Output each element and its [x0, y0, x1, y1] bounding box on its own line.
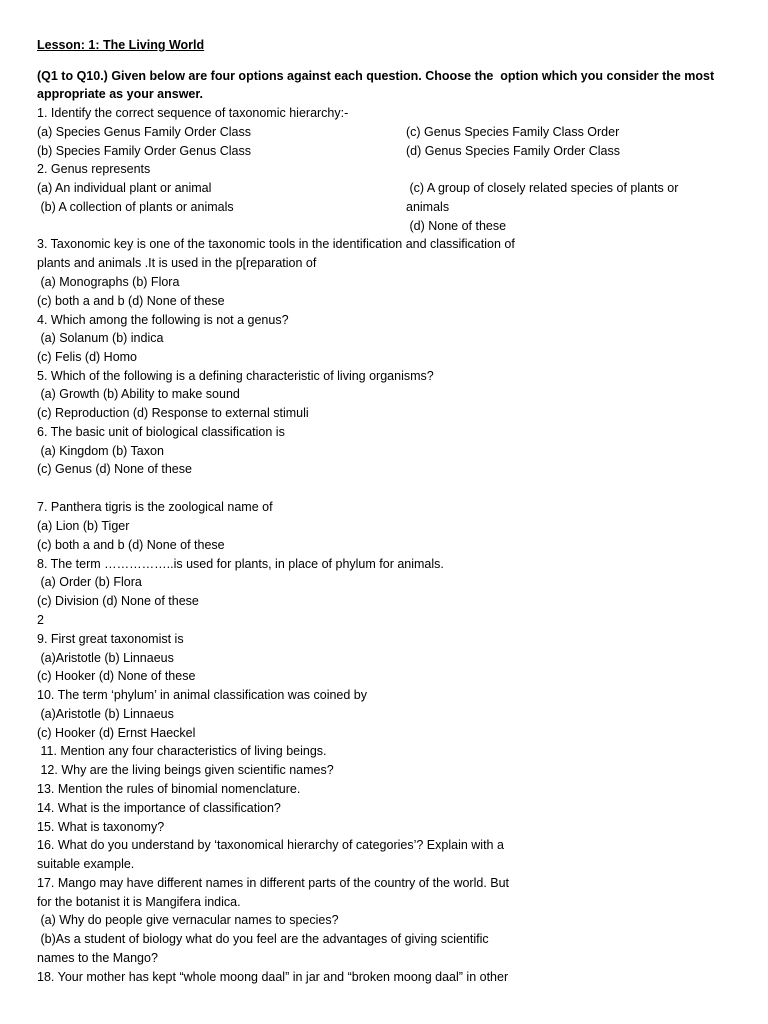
- question-3-cont: plants and animals .It is used in the p[reparation of: [37, 256, 317, 270]
- page-marker: 2: [37, 613, 44, 627]
- question-16-cont: suitable example.: [37, 857, 135, 871]
- q2-option-d: (d) None of these: [406, 219, 507, 233]
- q3-options-ab: (a) Monographs (b) Flora: [37, 275, 180, 289]
- q1-option-d: (d) Genus Species Family Order Class: [406, 144, 620, 158]
- question-17-cont: for the botanist it is Mangifera indica.: [37, 895, 241, 909]
- lesson-title: Lesson: 1: The Living World: [37, 38, 205, 52]
- question-4: 4. Which among the following is not a genus?: [37, 313, 289, 327]
- question-15: 15. What is taxonomy?: [37, 820, 165, 834]
- instruction-line-1: (Q1 to Q10.) Given below are four options against each question. Choose the option which you consider the most: [37, 69, 715, 83]
- q10-options-ab: (a)Aristotle (b) Linnaeus: [37, 707, 174, 721]
- question-5: 5. Which of the following is a defining characteristic of living organisms?: [37, 369, 434, 383]
- question-16: 16. What do you understand by ‘taxonomical hierarchy of categories’? Explain with a: [37, 838, 504, 852]
- question-10: 10. The term ‘phylum’ in animal classification was coined by: [37, 688, 368, 702]
- question-7: 7. Panthera tigris is the zoological name of: [37, 500, 273, 514]
- q1-option-a: (a) Species Genus Family Order Class: [37, 125, 251, 139]
- q10-options-cd: (c) Hooker (d) Ernst Haeckel: [37, 726, 196, 740]
- question-14: 14. What is the importance of classification?: [37, 801, 281, 815]
- q7-options-ab: (a) Lion (b) Tiger: [37, 519, 130, 533]
- question-6: 6. The basic unit of biological classification is: [37, 425, 285, 439]
- question-13: 13. Mention the rules of binomial nomenclature.: [37, 782, 301, 796]
- question-8: 8. The term ……………..is used for plants, in place of phylum for animals.: [37, 557, 444, 571]
- q2-option-b: (b) A collection of plants or animals: [37, 200, 234, 214]
- q8-options-cd: (c) Division (d) None of these: [37, 594, 199, 608]
- q7-options-cd: (c) both a and b (d) None of these: [37, 538, 225, 552]
- question-9: 9. First great taxonomist is: [37, 632, 184, 646]
- q4-options-ab: (a) Solanum (b) indica: [37, 331, 164, 345]
- question-17: 17. Mango may have different names in different parts of the country of the world. But: [37, 876, 510, 890]
- q17-part-a: (a) Why do people give vernacular names to species?: [37, 913, 339, 927]
- q3-options-cd: (c) both a and b (d) None of these: [37, 294, 225, 308]
- q1-option-c: (c) Genus Species Family Class Order: [406, 125, 620, 139]
- question-11: 11. Mention any four characteristics of living beings.: [37, 744, 327, 758]
- q6-options-cd: (c) Genus (d) None of these: [37, 462, 192, 476]
- q5-options-ab: (a) Growth (b) Ability to make sound: [37, 387, 240, 401]
- question-12: 12. Why are the living beings given scientific names?: [37, 763, 334, 777]
- q9-options-ab: (a)Aristotle (b) Linnaeus: [37, 651, 174, 665]
- question-3: 3. Taxonomic key is one of the taxonomic tools in the identification and classification of: [37, 237, 515, 251]
- question-2: 2. Genus represents: [37, 162, 151, 176]
- q6-options-ab: (a) Kingdom (b) Taxon: [37, 444, 164, 458]
- q4-options-cd: (c) Felis (d) Homo: [37, 350, 138, 364]
- q9-options-cd: (c) Hooker (d) None of these: [37, 669, 196, 683]
- q2-option-c-line2: animals: [406, 200, 450, 214]
- q2-option-a: (a) An individual plant or animal: [37, 181, 212, 195]
- q1-option-b: (b) Species Family Order Genus Class: [37, 144, 251, 158]
- q17-part-b: (b)As a student of biology what do you feel are the advantages of giving scientific: [37, 932, 489, 946]
- q17-part-b-cont: names to the Mango?: [37, 951, 158, 965]
- q2-option-c-line1: (c) A group of closely related species of plants or: [406, 181, 679, 195]
- q5-options-cd: (c) Reproduction (d) Response to external stimuli: [37, 406, 309, 420]
- question-1: 1. Identify the correct sequence of taxonomic hierarchy:-: [37, 106, 349, 120]
- instruction-line-2: appropriate as your answer.: [37, 87, 204, 101]
- question-18: 18. Your mother has kept “whole moong daal” in jar and “broken moong daal” in other: [37, 970, 509, 984]
- q8-options-ab: (a) Order (b) Flora: [37, 575, 142, 589]
